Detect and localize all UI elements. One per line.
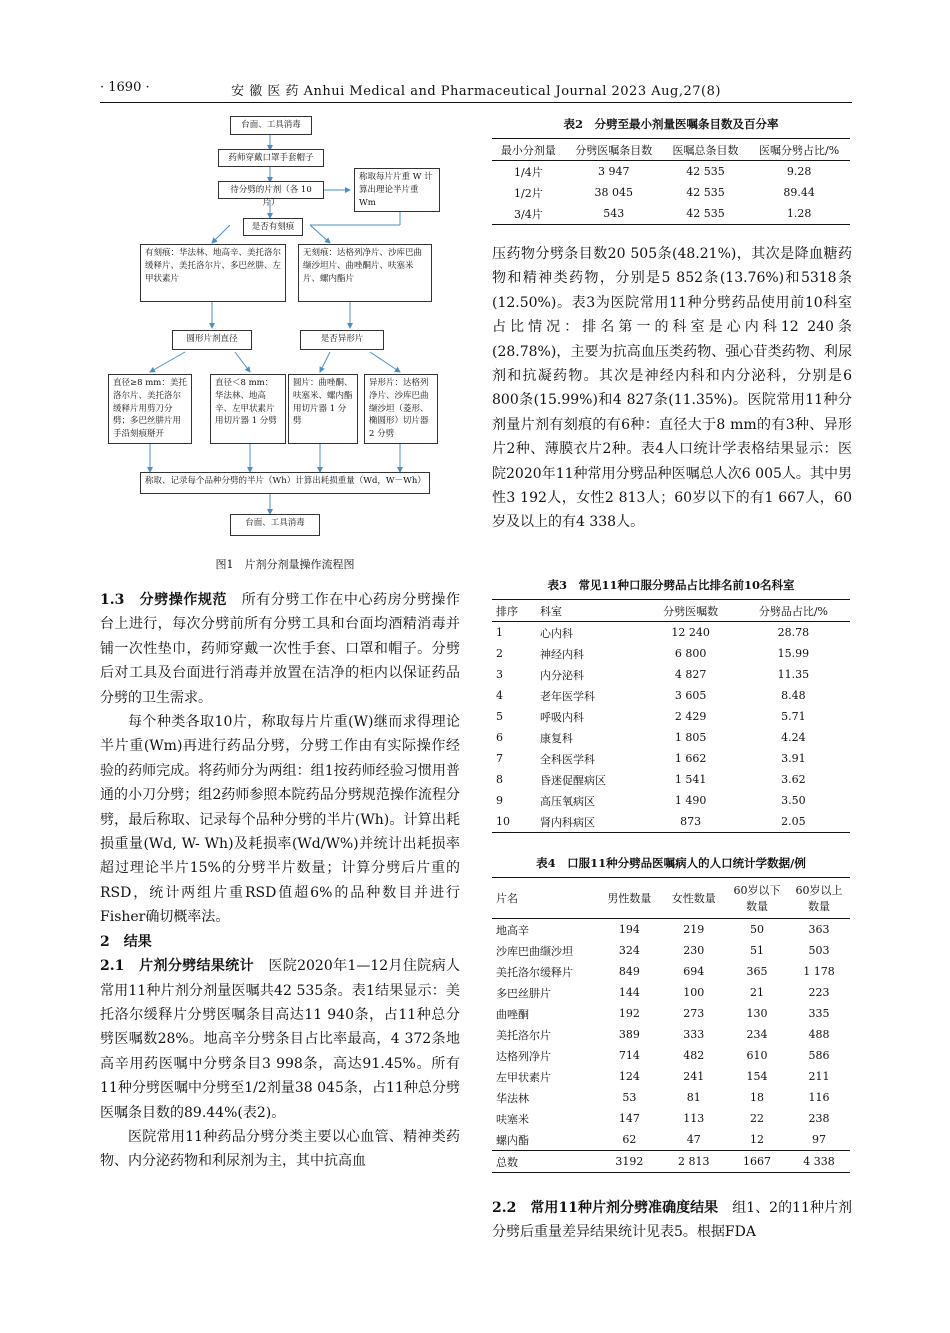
cell: 38 045: [594, 186, 633, 199]
table-row: [492, 1108, 850, 1129]
section-2-2-heading: 2.2 常用11种片剂分劈准确度结果: [492, 1200, 719, 1216]
cell: 192: [618, 1007, 640, 1020]
cell: 194: [618, 923, 640, 936]
cell: 42 535: [686, 207, 725, 220]
table-row: [492, 1087, 850, 1108]
cell: 42 535: [686, 186, 725, 199]
cell: 呋塞米: [496, 1112, 529, 1126]
cell: 2 429: [674, 710, 707, 723]
table-row: [492, 1003, 850, 1024]
cell: 116: [808, 1091, 830, 1104]
cell: 1667: [726, 1151, 788, 1173]
table-row: [492, 811, 850, 833]
section-2-2-text: 组1、2的11种片剂分劈后重量差异结果统计见表5。根据FDA: [492, 1200, 852, 1241]
table-row: [492, 748, 850, 769]
cell: 144: [618, 986, 640, 999]
cell: 8.48: [781, 689, 806, 702]
cell: 1/2片: [514, 186, 543, 200]
cell: 211: [808, 1070, 830, 1083]
figure-caption: 图1 片剂分剂量操作流程图: [215, 558, 355, 571]
table2: [492, 138, 850, 225]
table-row: [492, 1066, 850, 1087]
flowchart: [100, 110, 470, 550]
cell: 11.35: [777, 668, 810, 681]
cell: 488: [808, 1028, 830, 1041]
cell: 241: [683, 1070, 705, 1083]
flow-node-weigh: 称取每片片重 W 计算出理论半片重 Wm: [354, 168, 440, 212]
t2-header: 医嘱分劈占比/%: [748, 139, 850, 161]
table-row: [492, 643, 850, 664]
section-2-heading: 2 结果: [100, 933, 152, 950]
table-row: [492, 1129, 850, 1151]
cell: 50: [750, 923, 764, 936]
cell: 12 240: [671, 626, 710, 639]
flow-node-score: 是否有刻痕: [243, 218, 303, 236]
flow-node-wear: 药师穿戴口罩手套帽子: [218, 149, 324, 167]
cell: 81: [686, 1091, 701, 1104]
t2-header: 最小分剂量: [492, 139, 565, 161]
cell: 53: [622, 1091, 637, 1104]
flow-node-round: 圆片：曲唑酮、呋塞米、螺内酯用切片器 1 分劈: [288, 374, 358, 444]
t4-header: 女性数量: [662, 878, 726, 919]
cell: 4.24: [781, 731, 806, 744]
cell: 达格列净片: [496, 1049, 551, 1063]
cell: 9.28: [786, 165, 812, 178]
cell: 多巴丝肼片: [496, 986, 551, 1000]
cell: 3 947: [598, 165, 630, 178]
cell: 124: [618, 1070, 640, 1083]
cell: 47: [686, 1133, 701, 1146]
table-row: [492, 940, 850, 961]
cell: 238: [808, 1112, 830, 1125]
cell: 1 178: [803, 965, 835, 978]
table-row: [492, 919, 850, 941]
table-total-row: [492, 1151, 850, 1173]
cell: 89.44: [783, 186, 815, 199]
t2-header: 医嘱总条目数: [663, 139, 748, 161]
cell: 12: [750, 1133, 764, 1146]
cell: 130: [746, 1007, 768, 1020]
cell: 心内科: [539, 626, 573, 640]
cell: 美托洛尔片: [496, 1028, 551, 1042]
cell: 4 827: [674, 668, 707, 681]
cell: 康复科: [539, 731, 573, 745]
t3-header: 分劈品占比/%: [737, 600, 850, 622]
cell: 曲唑酮: [496, 1007, 529, 1021]
t4-header: 男性数量: [597, 878, 661, 919]
cell: 28.78: [777, 626, 810, 639]
cell: 4: [496, 689, 503, 702]
cell: 714: [618, 1049, 640, 1062]
table-row: [492, 727, 850, 748]
paragraph-categories: 医院常用11种药品分劈分类主要以心血管、精神类药物、内分泌药物和利尿剂为主，其中抗高血: [100, 1128, 460, 1170]
journal-title: 安 徽 医 药 Anhui Medical and Pharmaceutical Journal 2023 Aug,27(8): [231, 84, 721, 99]
paragraph-results: 压药物分劈条目数20 505条(48.21%)，其次是降血糖药物和精神类药物，分别是5 852条(13.76%)和5318条(12.50%)。表3为医院常用11种分劈药品使用前10科室占比情况：排名第一的科室是心内科12 240条(28.78%)，主要为抗高血压类药物、强心苷类药物、利尿剂和抗凝药物。其次是神经内科和内分泌科，分别是6 800条(15.99%)和4 827条(11.35%)。医院常用11种分剂量片剂有刻痕的有6种：直径大于8 mm的有3种、异形片2种、薄膜衣片2种。表4人口统计学表格结果显示：医院2020年11种常用分劈品种医嘱总人次6 005人。其中男性3 192人，女性2 813人；60岁以下的有1 667人，60岁及以上的有4 338人。: [492, 246, 852, 531]
cell: 2: [496, 647, 503, 660]
flow-node-irregular: 异形片：达格列净片、沙库巴曲缬沙坦（菱形、椭圆形）切片器 2 分劈: [364, 374, 438, 444]
cell: 100: [683, 986, 705, 999]
t3-header: 分劈医嘱数: [644, 600, 736, 622]
cell: 高压氧病区: [539, 794, 595, 808]
cell: 62: [622, 1133, 637, 1146]
flow-node-disinfect: 台面、工具消毒: [230, 116, 312, 135]
table-row: [492, 769, 850, 790]
cell: 610: [746, 1049, 768, 1062]
cell: 365: [746, 965, 768, 978]
cell: 849: [618, 965, 640, 978]
t4-header: 片名: [492, 878, 597, 919]
cell: 9: [496, 794, 503, 807]
table-row: [492, 664, 850, 685]
table-row: [492, 685, 850, 706]
cell: 482: [683, 1049, 705, 1062]
table-row: [492, 706, 850, 727]
t3-header: 排序: [492, 600, 536, 622]
cell: 230: [683, 944, 705, 957]
table2-caption: 表2 分劈至最小剂量医嘱条目数及百分率: [563, 117, 779, 131]
section-2-1-text: 医院2020年1—12月住院病人常用11种片剂分剂量医嘱共42 535条。表1结果显示：美托洛尔缓释片分劈医嘱条目高达11 940条，占11种总分劈医嘱数28%。地高辛分劈条目占比率最高，4 372条地高辛用药医嘱中分劈条目3 998条，高达91.45%。所有11种分劈医嘱中分劈至1/2剂量38 045条，占11种总分劈医嘱条目数的89.44%(表2)。: [100, 958, 460, 1121]
flow-node-large: 直径≥8 mm：美托洛尔片、美托洛尔缓释片用剪刀分劈；多巴丝肼片用手沿刻痕掰开: [108, 374, 192, 444]
cell: 234: [746, 1028, 768, 1041]
cell: 154: [746, 1070, 768, 1083]
cell: 3192: [597, 1151, 661, 1173]
flow-node-scored: 有刻痕：华法林、地高辛、美托洛尔缓释片、美托洛尔片、多巴丝肼、左甲状素片: [140, 244, 286, 302]
cell: 肾内科病区: [539, 815, 595, 829]
page-number: · 1690 ·: [100, 80, 150, 95]
cell: 21: [750, 986, 764, 999]
cell: 18: [750, 1091, 764, 1104]
paragraph-method: 每个种类各取10片，称取每片片重(W)继而求得理论半片重(Wm)再进行药品分劈，分劈工作由有实际操作经验的药师完成。将药师分为两组：组1按药师经验习惯用普通的小刀分劈；组2药师参照本院药品分劈规范操作流程分劈，最后称取、记录每个品种分劈的半片(Wh)。计算出耗损重量(Wd, W- Wh)及耗损率(Wd/W%)并统计出耗损率超过理论半片15%的分劈半片数量；计算分劈后片重的RSD，统计两组片重RSD值超6%的品种数目并进行Fisher确切概率法。: [100, 714, 460, 926]
table-row: [492, 1045, 850, 1066]
cell: 6 800: [674, 647, 707, 660]
cell: 333: [683, 1028, 705, 1041]
table-row: [492, 982, 850, 1003]
flow-node-diameter: 圆形片剂直径: [172, 330, 252, 350]
flow-node-shaped: 是否异形片: [300, 330, 384, 350]
cell: 5.71: [781, 710, 806, 723]
table-row: [492, 1024, 850, 1045]
cell: 503: [808, 944, 830, 957]
table-row: [492, 182, 850, 203]
cell: 3: [496, 668, 503, 681]
flow-node-small: 直径＜8 mm：华法林、地高辛、左甲状素片用切片器 1 分劈: [210, 374, 286, 444]
cell: 昏迷促醒病区: [539, 773, 606, 787]
right-column: [492, 242, 852, 535]
cell: 3.50: [781, 794, 806, 807]
cell: 美托洛尔缓释片: [496, 965, 573, 979]
left-column: [100, 588, 460, 1174]
cell: 内分泌科: [539, 668, 584, 682]
cell: 1 541: [674, 773, 707, 786]
cell: 335: [808, 1007, 830, 1020]
cell: 97: [812, 1133, 826, 1146]
cell: 华法林: [496, 1091, 529, 1105]
cell: 1/4片: [514, 165, 543, 179]
cell: 1.28: [786, 207, 812, 220]
cell: 324: [618, 944, 640, 957]
cell: 2.05: [781, 815, 806, 828]
cell: 4 338: [788, 1151, 850, 1173]
table-row: [492, 203, 850, 225]
cell: 全科医学科: [539, 752, 595, 766]
cell: 15.99: [777, 647, 810, 660]
cell: 6: [496, 731, 503, 744]
cell: 螺内酯: [496, 1133, 529, 1147]
cell: 3/4片: [514, 207, 543, 221]
cell: 左甲状素片: [496, 1070, 551, 1084]
table-row: [492, 622, 850, 644]
flow-node-tablets: 待分劈的片剂（各 10 片）: [218, 181, 324, 199]
cell: 神经内科: [539, 647, 584, 661]
cell: 5: [496, 710, 503, 723]
cell: 147: [618, 1112, 640, 1125]
cell: 8: [496, 773, 503, 786]
cell: 1 490: [674, 794, 707, 807]
cell: 7: [496, 752, 503, 765]
cell: 586: [808, 1049, 830, 1062]
cell: 273: [683, 1007, 705, 1020]
running-header: [100, 78, 852, 103]
cell: 2 813: [662, 1151, 726, 1173]
table3-caption: 表3 常见11种口服分劈品占比排名前10名科室: [547, 578, 795, 592]
table-row: [492, 961, 850, 982]
cell: 1 805: [674, 731, 707, 744]
cell: 51: [750, 944, 764, 957]
cell: 1 662: [674, 752, 707, 765]
cell: 10: [496, 815, 510, 828]
cell: 363: [808, 923, 830, 936]
cell: 1: [496, 626, 503, 639]
cell: 总数: [492, 1151, 597, 1173]
cell: 3.91: [781, 752, 806, 765]
cell: 沙库巴曲缬沙坦: [496, 944, 573, 958]
cell: 223: [808, 986, 830, 999]
cell: 3 605: [674, 689, 707, 702]
cell: 113: [683, 1112, 705, 1125]
table-row: [492, 161, 850, 183]
table-row: [492, 790, 850, 811]
table4: [492, 877, 850, 1173]
t4-header: 60岁以下数量: [726, 878, 788, 919]
section-2-2: [492, 1196, 852, 1245]
cell: 543: [603, 207, 625, 220]
t4-header: 60岁以上数量: [788, 878, 850, 919]
cell: 219: [683, 923, 705, 936]
cell: 389: [618, 1028, 640, 1041]
flow-node-record: 称取、记录每个品种分劈的半片（Wh）计算出耗损重量（Wd，W－Wh）: [140, 472, 430, 494]
table4-caption: 表4 口服11种分劈品医嘱病人的人口统计学数据/例: [536, 856, 806, 870]
cell: 22: [750, 1112, 764, 1125]
section-1-3-text: 所有分劈工作在中心药房分劈操作台上进行，每次分劈前所有分劈工具和台面均酒精消毒并铺一次性垫巾，药师穿戴一次性手套、口罩和帽子。分劈后对工具及台面进行消毒并放置在洁净的柜内以保证药品分劈的卫生需求。: [100, 592, 461, 706]
section-1-3-heading: 1.3 分劈操作规范: [100, 592, 228, 608]
cell: 42 535: [686, 165, 725, 178]
cell: 3.62: [781, 773, 806, 786]
flow-node-unscored: 无刻痕：达格列净片、沙库巴曲缬沙坦片、曲唑酮片、呋塞米片、螺内酯片: [298, 244, 432, 302]
cell: 地高辛: [496, 923, 529, 937]
cell: 694: [683, 965, 705, 978]
cell: 老年医学科: [539, 689, 595, 703]
table3: [492, 599, 850, 833]
t2-header: 分劈医嘱条目数: [565, 139, 663, 161]
t3-header: 科室: [536, 600, 644, 622]
cell: 873: [680, 815, 702, 828]
flow-node-disinfect-end: 台面、工具消毒: [230, 514, 320, 536]
section-2-1-heading: 2.1 片剂分劈结果统计: [100, 958, 254, 975]
cell: 呼吸内科: [539, 710, 584, 724]
